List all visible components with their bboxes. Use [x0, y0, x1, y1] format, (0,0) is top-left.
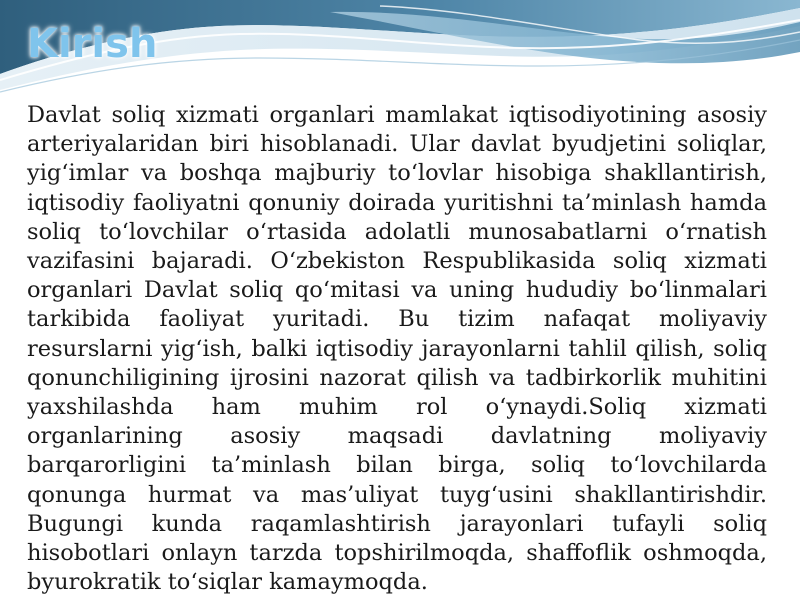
slide-body-text: Davlat soliq xizmati organlari mamlakat iqtisodiyotining asosiy arteriyalaridan biri hisoblanadi. Ular davlat byudjetini soliqlar, yig‘imlar va boshqa majburiy to‘lovlar hisobiga shakllantirish, iqtisodiy faoliyatni qonuniy doirada yuritishni ta’minlash hamda soliq to‘lovchilar o‘rtasida adolatli munosabatlarni o‘rnatish vazifasini bajaradi. O‘zbekiston Respublikasida soliq xizmati organlari Davlat soliq qo‘mitasi va uning hududiy bo‘linmalari tarkibida faoliyat yuritadi. Bu tizim nafaqat moliyaviy resurslarni yig‘ish, balki iqtisodiy jarayonlarni tahlil qilish, soliq qonunchiligining ijrosini nazorat qilish va tadbirkorlik muhitini yaxshilashda ham muhim rol o‘ynaydi.Soliq xizmati organlarining asosiy maqsadi davlatning moliyaviy barqarorligini ta’minlash bilan birga, soliq to‘lovchilarda qonunga hurmat va mas’uliyat tuyg‘usini shakllantirishdir. Bugungi kunda raqamlashtirish jarayonlari tufayli soliq hisobotlari onlayn tarzda topshirilmoqda, shaffoflik oshmoqda, byurokratik to‘siqlar kamaymoqda. [27, 102, 767, 596]
slide-title: Kirish [27, 21, 158, 67]
